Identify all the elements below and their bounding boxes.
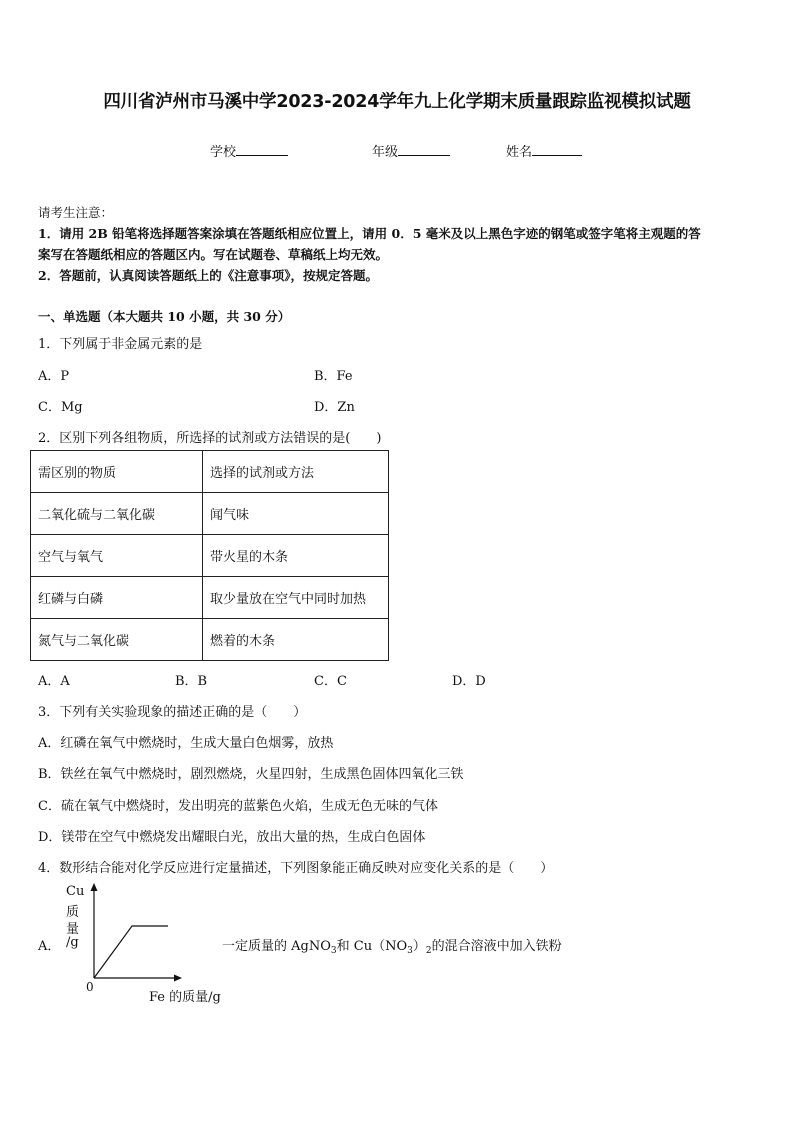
graph-y-label-3: 量	[66, 922, 80, 937]
grade-label: 年级	[372, 145, 399, 160]
q3-option-c: C．硫在氧气中燃烧时，发出明亮的蓝紫色火焰，生成无色无味的气体	[38, 799, 438, 814]
q2-table	[30, 450, 389, 661]
q1-option-d: D．Zn	[314, 400, 355, 415]
notice-heading: 请考生注意：	[38, 205, 114, 220]
q4-stem: 4．数形结合能对化学反应进行定量描述，下列图象能正确反映对应变化关系的是（ ）	[38, 861, 554, 876]
table-header-cell: 选择的试剂或方法	[203, 451, 389, 493]
school-blank	[236, 143, 288, 156]
name-blank	[532, 143, 582, 156]
q4-option-a-label: A．	[38, 939, 61, 954]
q3-option-d: D．镁带在空气中燃烧发出耀眼白光，放出大量的热，生成白色固体	[38, 830, 426, 845]
q4-subscript: 2	[425, 946, 432, 956]
table-row	[31, 493, 389, 535]
q4-text-part: 和 Cu（NO	[336, 939, 408, 954]
table-cell: 闻气味	[203, 493, 389, 535]
graph-svg	[84, 882, 184, 982]
notice-item1-line2: 案写在答题纸相应的答题区内。写在试题卷、草稿纸上均无效。	[38, 247, 389, 262]
q2-option-d: D．D	[452, 674, 486, 689]
table-cell: 带火星的木条	[203, 535, 389, 577]
q2-option-a: A．A	[38, 674, 70, 689]
graph-y-label-1: Cu	[66, 884, 85, 899]
q3-option-b: B．铁丝在氧气中燃烧时，剧烈燃烧，火星四射，生成黑色固体四氧化三铁	[38, 767, 464, 782]
q1-option-b: B．Fe	[314, 369, 353, 384]
table-cell: 红磷与白磷	[31, 577, 203, 619]
graph-curve	[94, 926, 168, 978]
q2-stem: 2．区别下列各组物质，所选择的试剂或方法错误的是( )	[38, 431, 382, 446]
graph-origin: 0	[86, 980, 94, 994]
section-heading: 一、单选题（本大题共 10 小题，共 30 分）	[38, 309, 291, 324]
exam-title: 四川省泸州市马溪中学2023-2024学年九上化学期末质量跟踪监视模拟试题	[103, 92, 691, 112]
table-cell: 燃着的木条	[203, 619, 389, 661]
q4-text-part: 一定质量的 AgNO	[222, 939, 331, 954]
q3-option-a: A．红磷在氧气中燃烧时，生成大量白色烟雾，放热	[38, 736, 334, 751]
q3-stem: 3．下列有关实验现象的描述正确的是（ ）	[38, 705, 307, 720]
graph-y-label-2: 质	[66, 905, 80, 920]
q4-text-part: ）	[412, 939, 426, 954]
school-field	[210, 141, 288, 160]
table-cell: 二氧化硫与二氧化碳	[31, 493, 203, 535]
grade-blank	[398, 143, 450, 156]
grade-field	[372, 141, 450, 160]
table-cell: 氮气与二氧化碳	[31, 619, 203, 661]
graph-y-arrow	[91, 883, 98, 891]
table-row	[31, 577, 389, 619]
table-cell: 空气与氧气	[31, 535, 203, 577]
q2-option-c: C．C	[314, 674, 347, 689]
school-label: 学校	[210, 145, 237, 160]
name-label: 姓名	[506, 145, 533, 160]
table-cell: 取少量放在空气中同时加热	[203, 577, 389, 619]
q4-option-a-text	[222, 935, 562, 954]
notice-item1-line1: 1．请用 2B 铅笔将选择题答案涂填在答题纸相应位置上，请用 0．5 毫米及以上黑色字迹的钢笔或签字笔将主观题的答	[38, 226, 701, 241]
graph-y-label-4: /g	[66, 935, 79, 950]
table-header-cell: 需区别的物质	[31, 451, 203, 493]
q4-text-part: 的混合溶液中加入铁粉	[431, 939, 562, 954]
q1-stem: 1．下列属于非金属元素的是	[38, 337, 203, 352]
q4-subscript: 3	[407, 946, 413, 956]
q1-option-a: A．P	[38, 369, 70, 384]
graph-x-label: Fe 的质量/g	[149, 990, 221, 1005]
notice-item2: 2．答题前，认真阅读答题纸上的《注意事项》，按规定答题。	[38, 268, 378, 283]
q1-option-c: C．Mg	[38, 400, 83, 415]
table-header-row	[31, 451, 389, 493]
table-row	[31, 619, 389, 661]
q2-option-b: B．B	[175, 674, 208, 689]
q4-subscript: 3	[330, 946, 337, 956]
table-row	[31, 535, 389, 577]
graph-x-arrow	[174, 975, 182, 982]
name-field	[506, 141, 582, 160]
